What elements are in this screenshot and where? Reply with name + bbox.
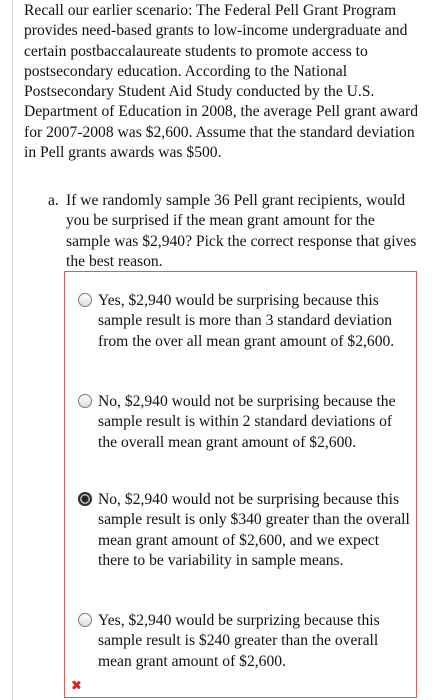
option-4-text: Yes, $2,940 would be surprizing because this sample result is $240 greater than the overall mean grant amount of $2,600. <box>98 612 380 670</box>
option-3[interactable] <box>98 490 414 571</box>
option-1[interactable] <box>98 291 414 352</box>
option-3-text: No, $2,940 would not be surprising because this sample result is only $340 greater than the overall mean grant amount of $2,600, and we expect there to be variability in sample means. <box>98 491 410 569</box>
radio-button-option-2[interactable] <box>78 394 92 408</box>
radio-button-option-4[interactable] <box>78 613 92 627</box>
left-rule <box>12 0 13 700</box>
option-1-text: Yes, $2,940 would be surprising because this sample result is more than 3 standard deviation from the over all mean grant amount of $2,600. <box>98 292 395 350</box>
option-2-text: No, $2,940 would not be surprising because the sample result is within 2 standard deviations of the overall mean grant amount of $2,600. <box>98 393 396 451</box>
question-letter: a. <box>48 192 59 209</box>
scenario-text: Recall our earlier scenario: The Federal Pell Grant Program provides need-based grants to low-income undergraduate and certain postbaccalaureate students to promote access to postsecondary education. According to the National Postsecondary Student Aid Study conducted by the U.S. Department of Education in 2008, the average Pell grant award for 2007-2008 was $2,600. Assume that the standard deviation in Pell grants awards was $500. <box>24 2 419 162</box>
option-4[interactable] <box>98 611 414 672</box>
question-a <box>48 191 418 272</box>
incorrect-x-icon <box>71 680 81 690</box>
radio-button-option-1[interactable] <box>78 293 92 307</box>
question-text: If we randomly sample 36 Pell grant recipients, would you be surprised if the mean grant amount for the sample was $2,940? Pick the correct response that gives the best reason. <box>66 192 417 270</box>
answer-options-box <box>64 271 417 698</box>
radio-button-option-3-selected[interactable] <box>78 492 92 506</box>
option-2[interactable] <box>98 392 414 453</box>
